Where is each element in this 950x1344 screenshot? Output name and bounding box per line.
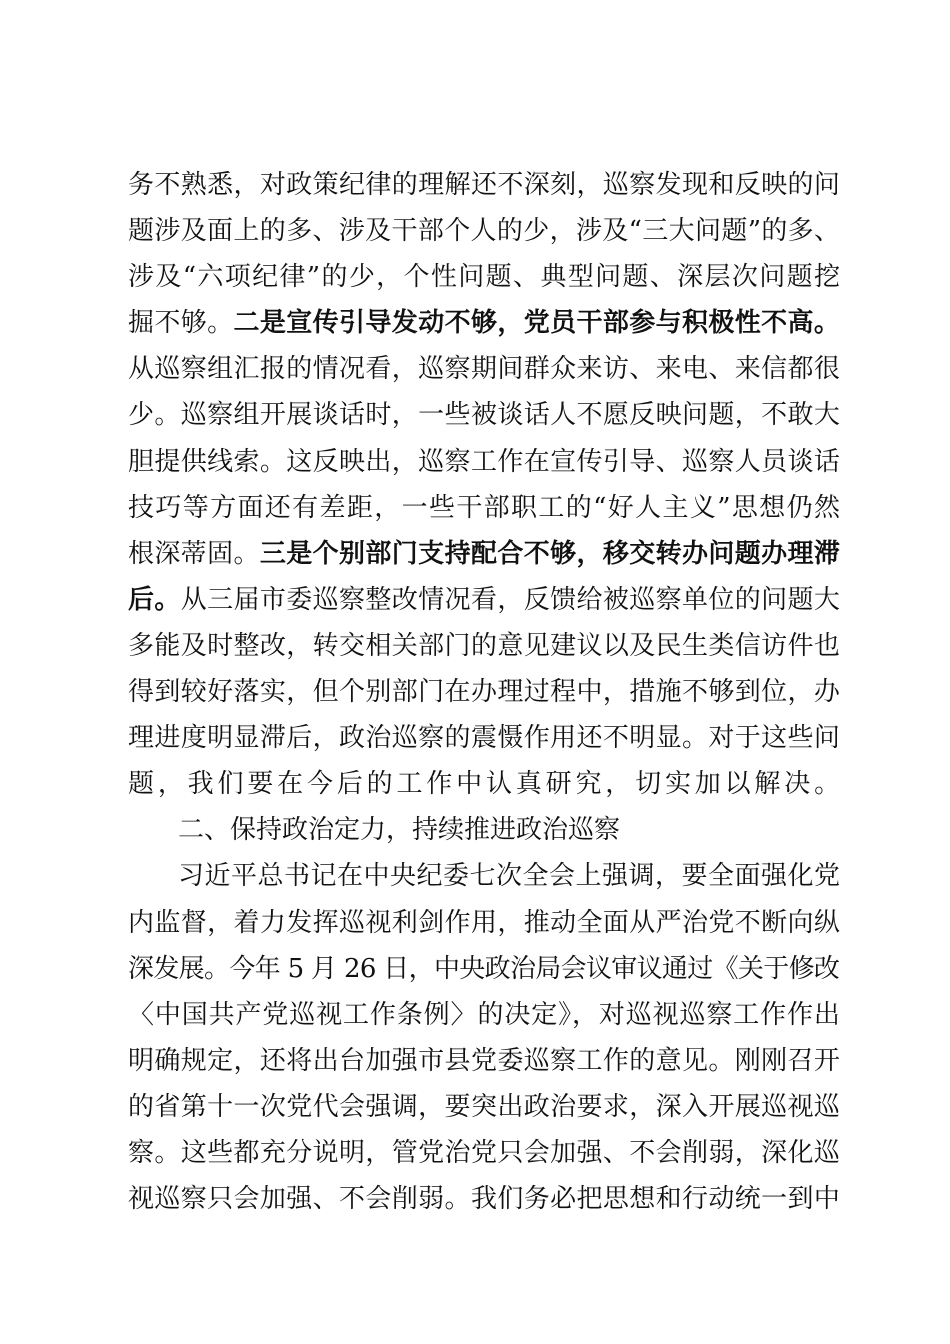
text-segment: 视巡察只会加强、不会削弱。我们务必把思想和行动统一到中 [128, 1184, 841, 1215]
bold-text-segment: 三是个别部门支持配合不够，移交转办问题办理滞 [259, 538, 841, 569]
bold-text-segment: 二是宣传引导发动不够，党员干部参与积极性不高。 [233, 308, 841, 339]
text-segment: 从三届市委巡察整改情况看，反馈给被巡察单位的问题大 [180, 584, 841, 615]
text-segment: 〈中国共产党巡视工作条例〉的决定》，对巡视巡察工作作出 [128, 999, 841, 1030]
text-segment: 掘不够。 [128, 308, 234, 339]
text-line [128, 900, 840, 946]
text-line [128, 300, 840, 346]
text-line [128, 346, 840, 392]
text-segment: 根深蒂固。 [128, 538, 260, 569]
text-line [128, 254, 840, 300]
text-segment: 从巡察组汇报的情况看，巡察期间群众来访、来电、来信都很 [128, 354, 841, 385]
text-line [128, 531, 840, 577]
text-line [128, 392, 840, 438]
text-segment: 少。巡察组开展谈话时，一些被谈话人不愿反映问题，不敢大 [128, 400, 841, 431]
text-line [128, 1038, 840, 1084]
text-line [128, 623, 840, 669]
text-segment: 二、保持政治定力，持续推进政治巡察 [178, 815, 621, 846]
text-segment: 胆提供线索。这反映出，巡察工作在宣传引导、巡察人员谈话 [128, 446, 841, 477]
text-line [128, 992, 840, 1038]
text-line [128, 439, 840, 485]
text-segment: 务不熟悉，对政策纪律的理解还不深刻，巡察发现和反映的问 [128, 170, 841, 200]
text-segment: 多能及时整改，转交相关部门的意见建议以及民生类信访件也 [128, 630, 841, 661]
text-segment: 题涉及面上的多、涉及干部个人的少，涉及“三大问题”的多、 [128, 216, 841, 247]
text-segment: 习近平总书记在中央纪委七次全会上强调，要全面强化党 [178, 861, 841, 892]
text-segment: 涉及“六项纪律”的少，个性问题、典型问题、深层次问题挖 [128, 262, 842, 293]
text-line [128, 208, 840, 254]
text-segment: 题，我们要在今后的工作中认真研究，切实加以解决。 [128, 769, 844, 800]
text-segment: 技巧等方面还有差距，一些干部职工的“好人主义”思想仍然 [128, 492, 842, 523]
text-segment: 察。这些都充分说明，管党治党只会加强、不会削弱，深化巡 [128, 1137, 841, 1168]
text-line [128, 946, 840, 992]
document-body [128, 162, 844, 1222]
text-line [128, 715, 840, 761]
text-line [128, 853, 840, 899]
text-line [128, 761, 844, 807]
text-line [128, 807, 840, 853]
text-segment: 的省第十一次党代会强调，要突出政治要求，深入开展巡视巡 [128, 1091, 841, 1122]
text-line [128, 485, 840, 531]
bold-text-segment: 后。 [128, 584, 181, 615]
text-segment: 明确规定，还将出台加强市县党委巡察工作的意见。刚刚召开 [128, 1045, 841, 1076]
text-line [128, 1176, 840, 1222]
text-line [128, 1084, 840, 1130]
text-segment: 深发展。今年 5 月 26 日，中央政治局会议审议通过《关于修改 [128, 953, 840, 984]
text-segment: 得到较好落实，但个别部门在办理过程中，措施不够到位，办 [128, 677, 841, 708]
text-line [128, 162, 840, 208]
text-segment: 内监督，着力发挥巡视利剑作用，推动全面从严治党不断向纵 [128, 907, 841, 938]
text-line [128, 577, 840, 623]
text-segment: 理进度明显滞后，政治巡察的震慑作用还不明显。对于这些问 [128, 723, 841, 754]
text-line [128, 1130, 840, 1176]
text-line [128, 669, 840, 715]
